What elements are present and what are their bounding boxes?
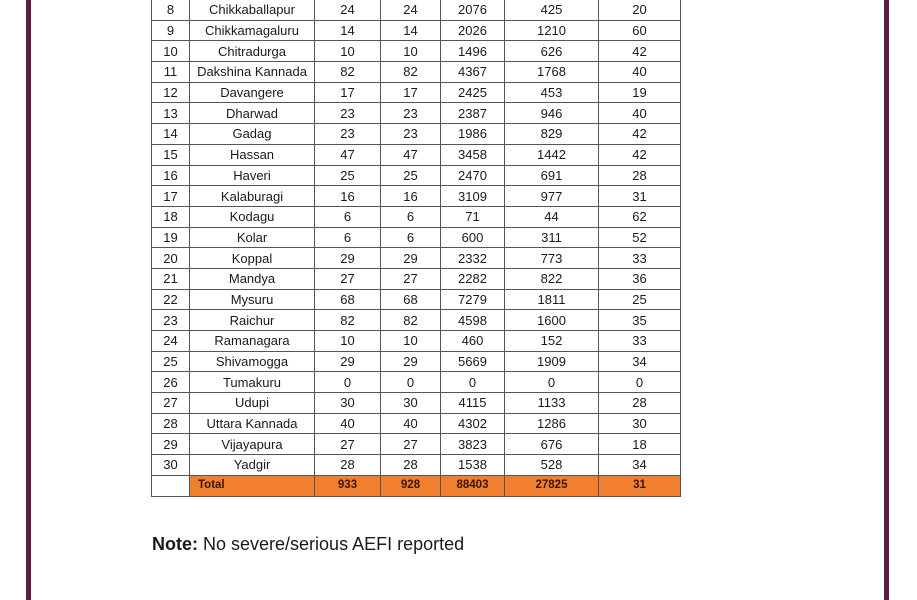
cell-col-6: 44: [505, 206, 599, 227]
cell-sno: 28: [152, 413, 190, 434]
cell-col-7: 34: [599, 351, 681, 372]
cell-col-4: 29: [381, 351, 441, 372]
cell-district: Kodagu: [190, 206, 315, 227]
cell-col-6: 1442: [505, 144, 599, 165]
cell-col-6: 946: [505, 103, 599, 124]
cell-col-4: 82: [381, 310, 441, 331]
cell-col-4: 82: [381, 62, 441, 83]
cell-col-4: 10: [381, 331, 441, 352]
cell-col-3: 23: [315, 124, 381, 145]
cell-sno: 11: [152, 62, 190, 83]
table-row: [152, 20, 681, 41]
total-cell-col-6: 27825: [505, 475, 599, 496]
total-cell-col-4: 928: [381, 475, 441, 496]
cell-district: Kalaburagi: [190, 186, 315, 207]
cell-col-4: 24: [381, 0, 441, 20]
total-cell-col-3: 933: [315, 475, 381, 496]
table-row: [152, 62, 681, 83]
cell-col-3: 82: [315, 62, 381, 83]
cell-col-5: 2026: [441, 20, 505, 41]
cell-district: Haveri: [190, 165, 315, 186]
table-row: [152, 289, 681, 310]
cell-col-7: 33: [599, 331, 681, 352]
cell-col-5: 460: [441, 331, 505, 352]
cell-col-4: 14: [381, 20, 441, 41]
cell-col-5: 2387: [441, 103, 505, 124]
cell-col-7: 60: [599, 20, 681, 41]
cell-col-6: 822: [505, 268, 599, 289]
cell-col-5: 2470: [441, 165, 505, 186]
table-row: [152, 206, 681, 227]
cell-col-4: 27: [381, 434, 441, 455]
cell-district: Shivamogga: [190, 351, 315, 372]
cell-col-4: 28: [381, 455, 441, 476]
cell-col-6: 453: [505, 82, 599, 103]
cell-col-6: 152: [505, 331, 599, 352]
cell-col-5: 2425: [441, 82, 505, 103]
cell-col-3: 24: [315, 0, 381, 20]
cell-col-3: 30: [315, 393, 381, 414]
cell-col-5: 1496: [441, 41, 505, 62]
cell-col-4: 17: [381, 82, 441, 103]
cell-col-6: 1600: [505, 310, 599, 331]
total-label: Total: [190, 475, 315, 496]
cell-col-7: 25: [599, 289, 681, 310]
cell-sno: 29: [152, 434, 190, 455]
table-row: [152, 82, 681, 103]
total-cell-col-7: 31: [599, 475, 681, 496]
cell-sno: 21: [152, 268, 190, 289]
cell-col-7: 19: [599, 82, 681, 103]
page-frame-left: [26, 0, 31, 600]
cell-district: Ramanagara: [190, 331, 315, 352]
cell-district: Dharwad: [190, 103, 315, 124]
table-row: [152, 455, 681, 476]
cell-col-4: 6: [381, 206, 441, 227]
cell-district: Chitradurga: [190, 41, 315, 62]
cell-district: Chikkaballapur: [190, 0, 315, 20]
cell-sno: 30: [152, 455, 190, 476]
note-text: No severe/serious AEFI reported: [198, 534, 465, 554]
footnote: [152, 534, 464, 555]
table-row: [152, 227, 681, 248]
cell-district: Mandya: [190, 268, 315, 289]
cell-col-4: 10: [381, 41, 441, 62]
cell-sno: 26: [152, 372, 190, 393]
cell-sno: 10: [152, 41, 190, 62]
cell-col-4: 6: [381, 227, 441, 248]
cell-sno: 27: [152, 393, 190, 414]
cell-col-7: 40: [599, 103, 681, 124]
table-row: [152, 248, 681, 269]
table-row: [152, 41, 681, 62]
cell-col-7: 52: [599, 227, 681, 248]
cell-sno: 18: [152, 206, 190, 227]
cell-district: Davangere: [190, 82, 315, 103]
cell-col-3: 40: [315, 413, 381, 434]
cell-col-5: 4115: [441, 393, 505, 414]
cell-sno: 25: [152, 351, 190, 372]
cell-col-5: 4302: [441, 413, 505, 434]
cell-sno: 19: [152, 227, 190, 248]
cell-district: Yadgir: [190, 455, 315, 476]
total-cell-col-5: 88403: [441, 475, 505, 496]
cell-sno: 16: [152, 165, 190, 186]
cell-col-7: 0: [599, 372, 681, 393]
cell-col-3: 27: [315, 268, 381, 289]
table-row: [152, 186, 681, 207]
cell-col-6: 311: [505, 227, 599, 248]
total-cell-sno: [152, 475, 190, 496]
cell-col-7: 30: [599, 413, 681, 434]
cell-col-3: 68: [315, 289, 381, 310]
cell-col-7: 18: [599, 434, 681, 455]
total-row: [152, 475, 681, 496]
cell-district: Gadag: [190, 124, 315, 145]
cell-col-6: 977: [505, 186, 599, 207]
cell-col-3: 10: [315, 41, 381, 62]
cell-col-4: 27: [381, 268, 441, 289]
table-row: [152, 103, 681, 124]
cell-col-6: 1210: [505, 20, 599, 41]
cell-col-3: 29: [315, 248, 381, 269]
cell-col-5: 3823: [441, 434, 505, 455]
cell-col-5: 71: [441, 206, 505, 227]
cell-col-7: 42: [599, 41, 681, 62]
cell-col-6: 626: [505, 41, 599, 62]
cell-col-6: 1909: [505, 351, 599, 372]
table-row: [152, 268, 681, 289]
cell-col-5: 1538: [441, 455, 505, 476]
cell-col-7: 33: [599, 248, 681, 269]
cell-col-7: 34: [599, 455, 681, 476]
cell-sno: 15: [152, 144, 190, 165]
cell-sno: 14: [152, 124, 190, 145]
cell-col-5: 2282: [441, 268, 505, 289]
page-frame-right: [884, 0, 889, 600]
cell-sno: 23: [152, 310, 190, 331]
cell-col-7: 42: [599, 144, 681, 165]
cell-district: Kolar: [190, 227, 315, 248]
cell-col-3: 29: [315, 351, 381, 372]
cell-district: Udupi: [190, 393, 315, 414]
table-row: [152, 165, 681, 186]
cell-col-3: 16: [315, 186, 381, 207]
cell-col-6: 425: [505, 0, 599, 20]
cell-col-3: 6: [315, 206, 381, 227]
cell-col-5: 7279: [441, 289, 505, 310]
cell-col-3: 23: [315, 103, 381, 124]
cell-col-4: 30: [381, 393, 441, 414]
cell-col-7: 62: [599, 206, 681, 227]
cell-col-7: 40: [599, 62, 681, 83]
cell-col-6: 0: [505, 372, 599, 393]
table-row: [152, 393, 681, 414]
cell-district: Hassan: [190, 144, 315, 165]
cell-col-6: 1286: [505, 413, 599, 434]
cell-col-4: 68: [381, 289, 441, 310]
cell-sno: 22: [152, 289, 190, 310]
cell-col-6: 773: [505, 248, 599, 269]
cell-district: Dakshina Kannada: [190, 62, 315, 83]
district-table-container: [151, 0, 681, 497]
table-body: [152, 0, 681, 496]
table-row: [152, 351, 681, 372]
cell-col-3: 25: [315, 165, 381, 186]
cell-col-3: 10: [315, 331, 381, 352]
cell-col-3: 0: [315, 372, 381, 393]
table-row: [152, 124, 681, 145]
cell-col-3: 17: [315, 82, 381, 103]
cell-col-6: 676: [505, 434, 599, 455]
cell-col-7: 20: [599, 0, 681, 20]
cell-col-3: 27: [315, 434, 381, 455]
cell-col-6: 691: [505, 165, 599, 186]
cell-col-5: 600: [441, 227, 505, 248]
cell-col-5: 2076: [441, 0, 505, 20]
cell-col-5: 5669: [441, 351, 505, 372]
cell-district: Vijayapura: [190, 434, 315, 455]
cell-col-3: 47: [315, 144, 381, 165]
table-row: [152, 331, 681, 352]
cell-col-7: 35: [599, 310, 681, 331]
cell-sno: 24: [152, 331, 190, 352]
cell-sno: 13: [152, 103, 190, 124]
cell-col-5: 4367: [441, 62, 505, 83]
cell-col-5: 0: [441, 372, 505, 393]
cell-sno: 9: [152, 20, 190, 41]
cell-col-3: 28: [315, 455, 381, 476]
note-label: Note:: [152, 534, 198, 554]
cell-col-4: 16: [381, 186, 441, 207]
cell-col-5: 1986: [441, 124, 505, 145]
cell-sno: 12: [152, 82, 190, 103]
table-row: [152, 372, 681, 393]
cell-col-6: 528: [505, 455, 599, 476]
table-row: [152, 0, 681, 20]
table-row: [152, 413, 681, 434]
cell-district: Mysuru: [190, 289, 315, 310]
cell-sno: 8: [152, 0, 190, 20]
cell-col-7: 36: [599, 268, 681, 289]
cell-col-4: 23: [381, 103, 441, 124]
cell-col-6: 1811: [505, 289, 599, 310]
cell-col-3: 14: [315, 20, 381, 41]
cell-col-6: 829: [505, 124, 599, 145]
table-row: [152, 310, 681, 331]
cell-col-3: 82: [315, 310, 381, 331]
cell-col-3: 6: [315, 227, 381, 248]
table-row: [152, 144, 681, 165]
cell-sno: 17: [152, 186, 190, 207]
cell-col-7: 28: [599, 393, 681, 414]
cell-district: Tumakuru: [190, 372, 315, 393]
table-row: [152, 434, 681, 455]
cell-col-4: 0: [381, 372, 441, 393]
cell-district: Koppal: [190, 248, 315, 269]
cell-col-7: 42: [599, 124, 681, 145]
cell-col-6: 1133: [505, 393, 599, 414]
cell-col-5: 2332: [441, 248, 505, 269]
cell-district: Chikkamagaluru: [190, 20, 315, 41]
cell-col-7: 31: [599, 186, 681, 207]
cell-col-4: 40: [381, 413, 441, 434]
cell-col-4: 25: [381, 165, 441, 186]
cell-col-4: 29: [381, 248, 441, 269]
cell-district: Uttara Kannada: [190, 413, 315, 434]
cell-sno: 20: [152, 248, 190, 269]
cell-col-5: 4598: [441, 310, 505, 331]
cell-col-4: 23: [381, 124, 441, 145]
cell-col-4: 47: [381, 144, 441, 165]
cell-col-6: 1768: [505, 62, 599, 83]
cell-col-7: 28: [599, 165, 681, 186]
cell-district: Raichur: [190, 310, 315, 331]
cell-col-5: 3458: [441, 144, 505, 165]
district-vaccination-table: [151, 0, 681, 497]
cell-col-5: 3109: [441, 186, 505, 207]
